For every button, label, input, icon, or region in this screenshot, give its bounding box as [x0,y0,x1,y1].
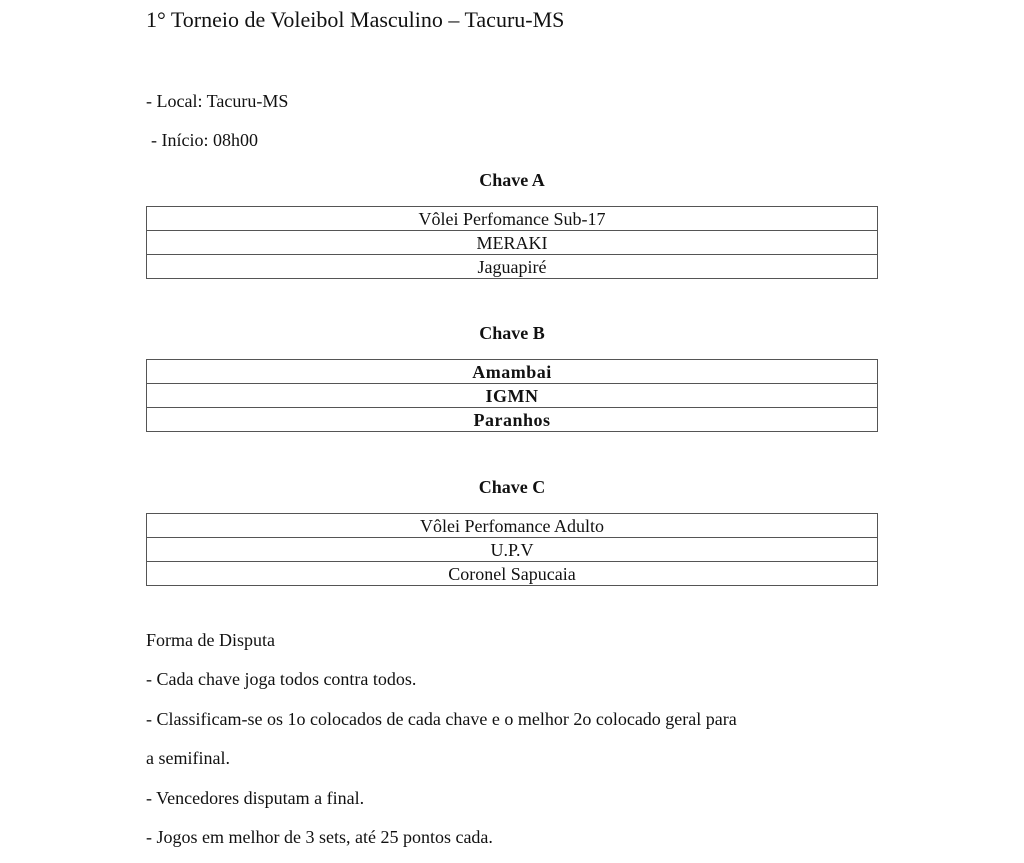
info-start-time: - Início: 08h00 [151,130,258,150]
rule-line: - Jogos em melhor de 3 sets, até 25 pontos cada. [146,827,493,847]
rule-line: - Classificam-se os 1o colocados de cada chave e o melhor 2o colocado geral para [146,709,737,729]
rule-line: - Cada chave joga todos contra todos. [146,669,417,689]
team-cell: IGMN [147,384,878,408]
rule-line: a semifinal. [146,748,230,768]
table-row [147,360,878,384]
document-title: 1° Torneio de Voleibol Masculino – Tacuru-MS [146,7,565,32]
group-c-table [146,513,878,586]
group-a-heading: Chave A [479,170,545,190]
team-cell: MERAKI [147,231,878,255]
team-cell: Paranhos [147,408,878,432]
table-row [147,408,878,432]
table-row [147,207,878,231]
group-b-heading: Chave B [479,323,545,343]
info-local: - Local: Tacuru-MS [146,91,289,111]
table-row [147,255,878,279]
team-cell: Jaguapiré [147,255,878,279]
group-b-table [146,359,878,432]
group-c-heading: Chave C [478,477,546,497]
table-row [147,231,878,255]
team-cell: U.P.V [147,538,878,562]
team-cell: Coronel Sapucaia [147,562,878,586]
table-row [147,514,878,538]
rule-line: - Vencedores disputam a final. [146,788,365,808]
team-cell: Vôlei Perfomance Adulto [147,514,878,538]
table-row [147,384,878,408]
team-cell: Vôlei Perfomance Sub-17 [147,207,878,231]
table-row [147,538,878,562]
rules-heading: Forma de Disputa [146,630,275,650]
table-row [147,562,878,586]
group-a-table [146,206,878,279]
team-cell: Amambai [147,360,878,384]
